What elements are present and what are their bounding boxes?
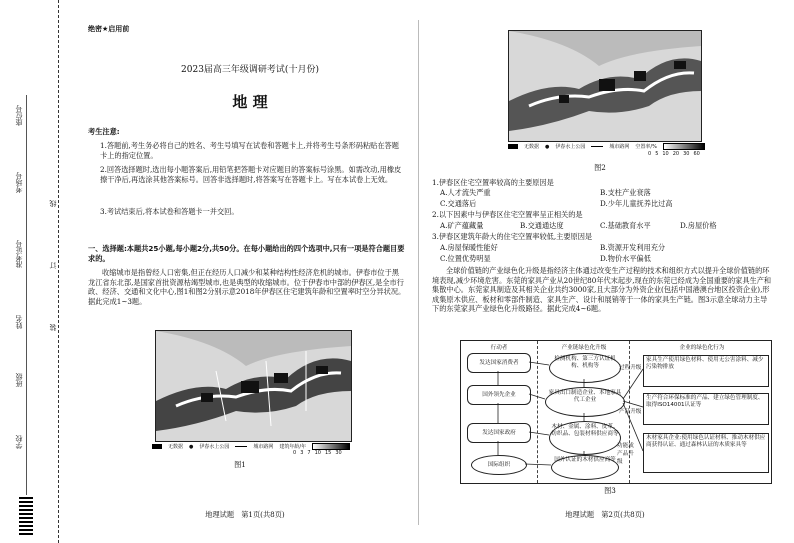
fig3-behavior-process: 家具生产使用绿色材料、使用无公害涂料、减少污染物排放 (643, 355, 769, 387)
question-2-option-b: B.交通通达度 (520, 221, 564, 230)
fig3-node-lead-firms: 国外领先企业 (467, 385, 531, 405)
fig1-legend-park: 伊春水上公园 (199, 444, 230, 450)
section-title: 一、选择题:本题共25小题,每小题2分,共50分。在每小题给出的四个选项中,只有一项是符合题目要求的。 (88, 244, 405, 263)
fig3-header-chain: 产业链绿色化升级 (561, 345, 607, 351)
binding-label-ticket: 准考证号 (15, 240, 23, 268)
notice-title: 考生注意: (88, 127, 120, 136)
fig2-scale-labels (648, 151, 700, 157)
fig3-node-government: 发达国家政府 (467, 423, 531, 443)
fig2-scale-4: 30 (683, 151, 690, 157)
figure2-map (508, 30, 702, 142)
fig3-header-behavior: 企业的绿色化行为 (679, 345, 725, 351)
question-3-option-a: A.房屋保暖性能好 (440, 243, 498, 252)
passage-1: 收缩城市是指曾经人口密集,但正在经历人口减少和某种结构性经济危机的城市。伊春市位于黑龙江省东北部,是国家首批资源枯竭型城市,也是典型的收缩城市。位于伊春市中部的伊春区,是全市行政、经济、交通和文化中心,图1和图2分别示意2018年伊春区住宅建筑年龄和空置率时空分异状况。据此完成1~3题。 (88, 268, 406, 306)
binding-label-seat: 座位号 (15, 105, 23, 126)
question-1-option-a: A.人才流失严重 (440, 188, 491, 197)
secret-mark: 绝密★启用前 (88, 25, 130, 33)
fig3-edge-product: 产品升级 (619, 409, 642, 415)
fig3-node-consumers: 发达国家消费者 (467, 353, 531, 373)
fig1-scale-5: 30 (335, 450, 342, 456)
fig2-legend-park: 伊春水上公园 (555, 144, 586, 150)
road-icon (235, 446, 247, 447)
cut-mark-bind: 装 (49, 324, 57, 331)
fig2-scale-2: 10 (662, 151, 669, 157)
fig1-scale-0: 0 (293, 450, 297, 456)
fig3-node-certifiers: 检测机构、第三方认证机构、机构等 (549, 353, 621, 383)
notice-item-2: 2.回答选择题时,选出每小题答案后,用铅笔把答题卡对应题目的答案标号涂黑。如需改动,用橡皮擦干净后,再选涂其他答案标号。回答非选择题时,将答案写在答题卡上。写在本试卷上无效。 (100, 165, 402, 184)
binding-label-name: 姓名 (15, 315, 23, 329)
binding-label-school: 学校 (15, 435, 23, 449)
question-1-option-b: B.支柱产业衰落 (600, 188, 651, 197)
figure3-flowchart (460, 340, 772, 484)
figure3-caption: 图3 (604, 486, 616, 495)
question-3-option-d: D.物价水平偏低 (600, 254, 651, 263)
fig1-scale-2: 7 (307, 450, 311, 456)
binding-stripe (19, 495, 33, 535)
fig3-node-suppliers: 木材、金属、涂料、皮革、纺织品、包装材料供应商等 (549, 421, 621, 455)
figure2-legend (508, 143, 705, 150)
question-1-option-d: D.少年儿童抚养比过高 (600, 199, 673, 208)
fig3-arrows (461, 341, 771, 483)
fig1-scale-4: 15 (324, 450, 332, 456)
question-3-option-c: C.位置优势明显 (440, 254, 491, 263)
fig2-legend-nodata: 无数据 (524, 144, 540, 150)
fig1-legend-nodata: 无数据 (168, 444, 184, 450)
fig3-header-actors: 行动者 (490, 345, 508, 351)
fig3-node-intl-org: 国际组织 (471, 455, 527, 475)
figure1-legend (152, 443, 350, 450)
fig2-legend-vacancy: 空置率/% (635, 144, 657, 150)
binding-dashed-line (58, 0, 59, 543)
fig1-legend-road: 城市路网 (253, 444, 274, 450)
fig1-scale-labels (293, 450, 342, 456)
notice-item-3: 3.考试结束后,将本试卷和答题卡一并交回。 (100, 207, 239, 216)
question-2-stem: 2.以下因素中与伊春区住宅空置率呈正相关的是 (432, 210, 583, 219)
question-3-stem: 3.伊春区建筑年龄大的住宅空置率较低,主要原因是 (432, 232, 593, 241)
question-1-stem: 1.伊春区住宅空置率较高的主要原因是 (432, 178, 554, 187)
fig3-behavior-function: 木材家具企业:使用绿色认证材料、推动木材供应商获得认证、通过森林认证的木质家具等 (643, 433, 769, 473)
question-2-option-c: C.基础教育水平 (600, 221, 651, 230)
legend-swatch-nodata (152, 444, 162, 449)
fig1-scale-1: 3 (300, 450, 304, 456)
fig3-node-certified-wood: 国外认证的木材供应商等 (551, 455, 619, 480)
question-1-option-c: C.交通落后 (440, 199, 477, 208)
binding-label-room: 考场号 (15, 172, 23, 193)
legend-swatch-nodata-2 (508, 144, 518, 149)
figure1-caption: 图1 (234, 460, 246, 469)
binding-underline (26, 95, 28, 495)
cut-mark-line: 线 (49, 200, 57, 207)
road-icon (591, 146, 603, 147)
page-divider (418, 20, 419, 525)
exam-title: 2023届高三年级调研考试(十月份) (181, 65, 319, 75)
fig3-behavior-product: 生产符合环保标准的产品、建立绿色管理制度、取得ISO14001认证等 (643, 393, 769, 425)
fig2-scale-5: 60 (693, 151, 700, 157)
passage-2: 全球价值链的产业绿色化升级是指经济主体通过改变生产过程的技术和组织方式以提升全球价值链的环境表现,减少环境危害。东莞的家具产业从20世纪80年代末起步,现在的东莞已经成为全国重要的家具生产和集散中心。东莞家具制造及其相关企业共约3000家,且大部分为外资企业(包括中国港澳台地区投资企业),形成集原木供应、板材和零部件制造、家具生产、设计和展销等于一体的家具生产链。图3示意全球动力主导下的东莞家具产业绿色化升级路径。据此完成4~6题。 (432, 266, 772, 314)
subject-title: 地 理 (232, 93, 268, 111)
question-3-option-b: B.资源开发利用充分 (600, 243, 666, 252)
fig3-edge-process: 过程升级 (619, 365, 642, 371)
park-icon: ● (545, 143, 550, 150)
footer-page1: 地理试题 第1页(共8页) (205, 510, 285, 519)
figure1-map (155, 330, 352, 442)
fig1-scale-bar (312, 443, 350, 450)
figure2-caption: 图2 (594, 163, 606, 172)
fig1-scale-3: 10 (314, 450, 321, 456)
fig3-edge-function: 功能或产品升级 (617, 443, 634, 465)
fig2-scale-3: 20 (672, 151, 680, 157)
question-2-option-a: A.矿产蕴藏量 (440, 221, 484, 230)
cut-mark-order: 订 (49, 262, 57, 269)
fig1-legend-age: 建筑年龄/年 (279, 444, 307, 450)
notice-item-1: 1.答题前,考生务必将自己的姓名、考生号填写在试卷和答题卡上,并将考生号条形码粘贴在答题卡上的指定位置。 (100, 141, 399, 160)
fig3-node-manufacturers: 家具出口制造企业、本地家具代工企业 (545, 387, 625, 417)
fig2-scale-1: 5 (655, 151, 659, 157)
binding-label-class: 班级 (15, 373, 23, 387)
fig2-scale-bar (663, 143, 705, 150)
footer-page2: 地理试题 第2页(共8页) (565, 510, 645, 519)
park-icon: ● (189, 443, 194, 450)
fig2-legend-road: 城市路网 (609, 144, 630, 150)
fig2-scale-0: 0 (648, 151, 652, 157)
question-2-option-d: D.房屋价格 (680, 221, 717, 230)
